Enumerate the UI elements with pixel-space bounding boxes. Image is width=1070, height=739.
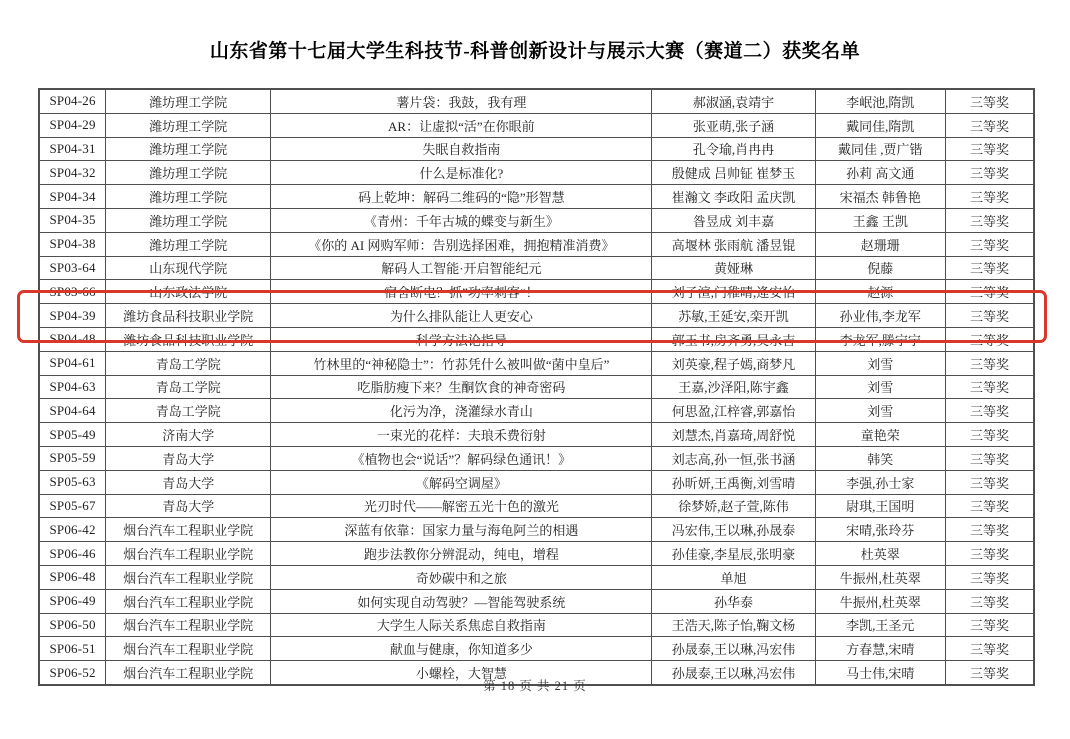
cell-school: 济南大学 (106, 423, 271, 447)
cell-entry-id: SP04-63 (39, 375, 106, 399)
cell-project-title: 宿舍断电？抓”功率刺客“！ (271, 280, 652, 304)
cell-award: 三等奖 (945, 256, 1034, 280)
cell-award: 三等奖 (945, 375, 1034, 399)
cell-students: 刘子渲,门稚晴,逄安怡 (652, 280, 815, 304)
cell-students: 徐梦娇,赵子萱,陈伟 (652, 494, 815, 518)
cell-project-title: 科学方法论指导 (271, 327, 652, 351)
cell-award: 三等奖 (945, 232, 1034, 256)
cell-school: 潍坊理工学院 (106, 137, 271, 161)
cell-school: 烟台汽车工程职业学院 (106, 613, 271, 637)
cell-advisors: 赵珊珊 (815, 232, 945, 256)
cell-school: 潍坊食品科技职业学院 (106, 304, 271, 328)
cell-entry-id: SP06-46 (39, 542, 106, 566)
cell-award: 三等奖 (945, 304, 1034, 328)
cell-advisors: 童艳荣 (815, 423, 945, 447)
cell-students: 郝淑涵,袁靖宇 (652, 89, 815, 113)
table-row (39, 375, 1034, 399)
cell-school: 烟台汽车工程职业学院 (106, 542, 271, 566)
cell-advisors: 李龙军,滕宁宁 (815, 327, 945, 351)
cell-students: 孙晟泰,王以琳,冯宏伟 (652, 661, 815, 685)
cell-students: 孙佳豪,李星辰,张明豪 (652, 542, 815, 566)
awards-table-container (38, 88, 1035, 686)
cell-award: 三等奖 (945, 185, 1034, 209)
cell-entry-id: SP04-34 (39, 185, 106, 209)
cell-project-title: 《解码空调屋》 (271, 470, 652, 494)
cell-advisors: 刘雪 (815, 351, 945, 375)
cell-students: 何思盈,江梓睿,郭嘉怡 (652, 399, 815, 423)
cell-project-title: 薯片袋：我鼓，我有理 (271, 89, 652, 113)
cell-award: 三等奖 (945, 542, 1034, 566)
cell-project-title: 码上乾坤：解码二维码的“隐”形智慧 (271, 185, 652, 209)
table-row (39, 89, 1034, 113)
cell-project-title: 什么是标准化? (271, 161, 652, 185)
cell-award: 三等奖 (945, 399, 1034, 423)
cell-project-title: 《青州：千年古城的蝶变与新生》 (271, 208, 652, 232)
cell-advisors: 戴同佳,隋凯 (815, 113, 945, 137)
cell-advisors: 李强,孙士家 (815, 470, 945, 494)
table-row (39, 185, 1034, 209)
cell-award: 三等奖 (945, 589, 1034, 613)
cell-project-title: 献血与健康，你知道多少 (271, 637, 652, 661)
cell-advisors: 马士伟,宋晴 (815, 661, 945, 685)
cell-entry-id: SP05-67 (39, 494, 106, 518)
cell-award: 三等奖 (945, 113, 1034, 137)
cell-award: 三等奖 (945, 446, 1034, 470)
cell-students: 孔令瑜,肖冉冉 (652, 137, 815, 161)
table-row (39, 446, 1034, 470)
cell-students: 刘志高,孙一恒,张书涵 (652, 446, 815, 470)
cell-school: 烟台汽车工程职业学院 (106, 565, 271, 589)
table-row (39, 613, 1034, 637)
cell-award: 三等奖 (945, 470, 1034, 494)
cell-students: 孙华泰 (652, 589, 815, 613)
table-row (39, 637, 1034, 661)
cell-school: 青岛工学院 (106, 375, 271, 399)
cell-school: 青岛工学院 (106, 399, 271, 423)
cell-entry-id: SP04-35 (39, 208, 106, 232)
table-row (39, 304, 1034, 328)
cell-project-title: 《植物也会“说话”？解码绿色通讯！》 (271, 446, 652, 470)
table-row (39, 208, 1034, 232)
table-row (39, 327, 1034, 351)
cell-award: 三等奖 (945, 518, 1034, 542)
table-row (39, 589, 1034, 613)
cell-project-title: 小螺栓，大智慧 (271, 661, 652, 685)
cell-award: 三等奖 (945, 327, 1034, 351)
cell-school: 烟台汽车工程职业学院 (106, 637, 271, 661)
cell-school: 烟台汽车工程职业学院 (106, 661, 271, 685)
cell-award: 三等奖 (945, 494, 1034, 518)
cell-school: 潍坊理工学院 (106, 232, 271, 256)
cell-project-title: 光刃时代——解密五光十色的激光 (271, 494, 652, 518)
cell-school: 青岛工学院 (106, 351, 271, 375)
cell-advisors: 倪藤 (815, 256, 945, 280)
cell-award: 三等奖 (945, 208, 1034, 232)
cell-award: 三等奖 (945, 565, 1034, 589)
cell-award: 三等奖 (945, 280, 1034, 304)
cell-school: 山东政法学院 (106, 280, 271, 304)
cell-advisors: 牛振州,杜英翠 (815, 589, 945, 613)
cell-school: 青岛大学 (106, 494, 271, 518)
cell-advisors: 方春慧,宋晴 (815, 637, 945, 661)
cell-entry-id: SP03-64 (39, 256, 106, 280)
cell-project-title: 解码人工智能·开启智能纪元 (271, 256, 652, 280)
cell-project-title: 如何实现自动驾驶？—智能驾驶系统 (271, 589, 652, 613)
cell-entry-id: SP06-42 (39, 518, 106, 542)
cell-project-title: 深蓝有依靠：国家力量与海龟阿兰的相遇 (271, 518, 652, 542)
cell-entry-id: SP04-38 (39, 232, 106, 256)
cell-entry-id: SP05-59 (39, 446, 106, 470)
cell-award: 三等奖 (945, 89, 1034, 113)
table-row (39, 137, 1034, 161)
cell-students: 张亚萌,张子涵 (652, 113, 815, 137)
cell-students: 郭玉书,房齐勇,吴永吉 (652, 327, 815, 351)
cell-award: 三等奖 (945, 661, 1034, 685)
cell-award: 三等奖 (945, 613, 1034, 637)
awards-table-body (39, 89, 1034, 685)
cell-students: 王浩天,陈子怡,鞠文杨 (652, 613, 815, 637)
cell-award: 三等奖 (945, 137, 1034, 161)
cell-entry-id: SP04-31 (39, 137, 106, 161)
cell-project-title: 竹林里的“神秘隐士”：竹荪凭什么被叫做“菌中皇后” (271, 351, 652, 375)
table-row (39, 351, 1034, 375)
cell-entry-id: SP04-61 (39, 351, 106, 375)
cell-entry-id: SP05-49 (39, 423, 106, 447)
cell-students: 高堰林 张雨航 潘昱锟 (652, 232, 815, 256)
cell-entry-id: SP05-63 (39, 470, 106, 494)
cell-advisors: 赵源 (815, 280, 945, 304)
table-row (39, 542, 1034, 566)
cell-school: 潍坊理工学院 (106, 208, 271, 232)
cell-entry-id: SP04-39 (39, 304, 106, 328)
cell-students: 崔瀚文 李政阳 孟庆凯 (652, 185, 815, 209)
cell-advisors: 刘雪 (815, 375, 945, 399)
cell-advisors: 宋晴,张玲芬 (815, 518, 945, 542)
cell-project-title: 吃脂肪瘦下来？生酮饮食的神奇密码 (271, 375, 652, 399)
cell-award: 三等奖 (945, 423, 1034, 447)
awards-table (38, 88, 1035, 686)
cell-students: 刘慧杰,肖嘉琦,周舒悦 (652, 423, 815, 447)
cell-school: 山东现代学院 (106, 256, 271, 280)
cell-entry-id: SP04-48 (39, 327, 106, 351)
cell-school: 潍坊理工学院 (106, 89, 271, 113)
cell-students: 冯宏伟,王以琳,孙晟泰 (652, 518, 815, 542)
cell-students: 苏敏,王延安,栾开凯 (652, 304, 815, 328)
cell-school: 青岛大学 (106, 470, 271, 494)
page-footer: 第 18 页 共 21 页 (483, 679, 587, 693)
cell-award: 三等奖 (945, 637, 1034, 661)
cell-project-title: 失眠自救指南 (271, 137, 652, 161)
table-row (39, 113, 1034, 137)
cell-school: 潍坊理工学院 (106, 113, 271, 137)
cell-entry-id: SP06-51 (39, 637, 106, 661)
cell-school: 烟台汽车工程职业学院 (106, 589, 271, 613)
cell-school: 潍坊食品科技职业学院 (106, 327, 271, 351)
cell-school: 潍坊理工学院 (106, 185, 271, 209)
cell-entry-id: SP04-29 (39, 113, 106, 137)
cell-project-title: 一束光的花样：夫琅禾费衍射 (271, 423, 652, 447)
cell-school: 烟台汽车工程职业学院 (106, 518, 271, 542)
cell-students: 殷健成 吕帅钲 崔梦玉 (652, 161, 815, 185)
table-row (39, 494, 1034, 518)
table-row (39, 399, 1034, 423)
cell-project-title: 为什么排队能让人更安心 (271, 304, 652, 328)
cell-students: 黄娅琳 (652, 256, 815, 280)
cell-advisors: 孙业伟,李龙军 (815, 304, 945, 328)
cell-students: 昝昱成 刘丰嘉 (652, 208, 815, 232)
cell-project-title: 奇妙碳中和之旅 (271, 565, 652, 589)
cell-advisors: 宋福杰 韩鲁艳 (815, 185, 945, 209)
cell-entry-id: SP04-64 (39, 399, 106, 423)
table-row (39, 518, 1034, 542)
cell-school: 潍坊理工学院 (106, 161, 271, 185)
cell-students: 刘英豪,程子嫣,商梦凡 (652, 351, 815, 375)
cell-advisors: 杜英翠 (815, 542, 945, 566)
cell-students: 孙晟泰,王以琳,冯宏伟 (652, 637, 815, 661)
cell-advisors: 韩笑 (815, 446, 945, 470)
cell-advisors: 孙莉 高文通 (815, 161, 945, 185)
cell-award: 三等奖 (945, 351, 1034, 375)
cell-entry-id: SP04-32 (39, 161, 106, 185)
cell-entry-id: SP06-49 (39, 589, 106, 613)
cell-advisors: 李凯,王圣元 (815, 613, 945, 637)
cell-entry-id: SP04-26 (39, 89, 106, 113)
cell-school: 青岛大学 (106, 446, 271, 470)
cell-advisors: 李岷池,隋凯 (815, 89, 945, 113)
cell-students: 孙昕妍,王禹衡,刘雪晴 (652, 470, 815, 494)
cell-students: 单旭 (652, 565, 815, 589)
cell-project-title: 《你的 AI 网购军师：告别选择困难，拥抱精准消费》 (271, 232, 652, 256)
cell-entry-id: SP06-50 (39, 613, 106, 637)
cell-project-title: 大学生人际关系焦虑自救指南 (271, 613, 652, 637)
cell-advisors: 尉琪,王国明 (815, 494, 945, 518)
cell-award: 三等奖 (945, 161, 1034, 185)
table-row (39, 161, 1034, 185)
cell-entry-id: SP06-48 (39, 565, 106, 589)
table-row (39, 232, 1034, 256)
table-row (39, 565, 1034, 589)
cell-entry-id: SP06-52 (39, 661, 106, 685)
cell-project-title: AR：让虚拟“活”在你眼前 (271, 113, 652, 137)
cell-students: 王嘉,沙泽阳,陈宇鑫 (652, 375, 815, 399)
cell-advisors: 戴同佳 ,贾广锴 (815, 137, 945, 161)
page-title: 山东省第十七届大学生科技节-科普创新设计与展示大赛（赛道二）获奖名单 (209, 41, 861, 62)
table-row (39, 423, 1034, 447)
table-row (39, 470, 1034, 494)
table-row (39, 256, 1034, 280)
cell-project-title: 化污为净，浇灌绿水青山 (271, 399, 652, 423)
cell-advisors: 牛振州,杜英翠 (815, 565, 945, 589)
cell-advisors: 刘雪 (815, 399, 945, 423)
cell-entry-id: SP03-66 (39, 280, 106, 304)
table-row (39, 280, 1034, 304)
cell-advisors: 王鑫 王凯 (815, 208, 945, 232)
cell-project-title: 跑步法教你分辨混动，纯电，增程 (271, 542, 652, 566)
